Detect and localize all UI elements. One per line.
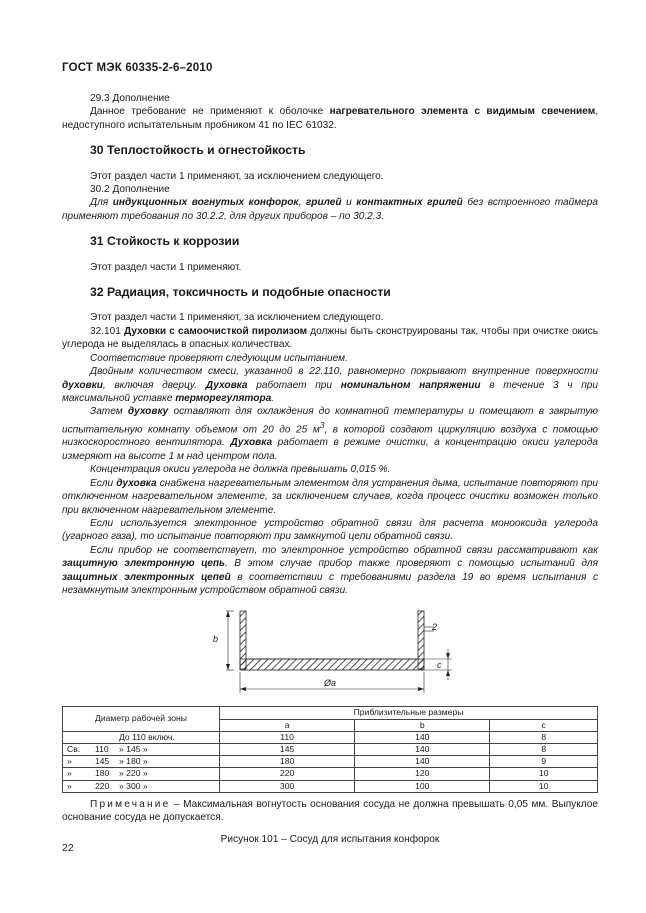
cell-c: 9 [490,756,598,768]
test-smoke-element [62,477,598,517]
label-b: b [213,634,219,645]
text: . [271,392,275,404]
cell-b: 140 [355,743,490,755]
test-non-compliance [62,544,598,598]
text: , в которой создают циркуляцию воздуха с помощью низкоскоростного вентилятора. [62,424,598,449]
cell-diameter [63,731,220,743]
range-prefix: » [67,768,72,779]
test-concentration-limit: Концентрация окиси углерода не должна превышать 0,015 %. [90,464,391,476]
cell-a: 180 [220,756,355,768]
vessel-figure [62,603,598,703]
page-number: 22 [62,842,74,854]
term: духовки [62,379,103,391]
section-30-heading: 30 Теплостойкость и огнестойкость [90,143,306,158]
test-double-mixture [62,365,598,405]
range-to: » 300 » [119,780,148,791]
range-to: » 145 » [119,743,148,754]
cell-a: 110 [220,731,355,743]
cell-a: 220 [220,768,355,780]
cell-c: 10 [490,768,598,780]
cell-c: 10 [490,780,598,792]
section-31-intro: Этот раздел части 1 применяют. [90,261,242,273]
text: Если прибор не соответствует, то электронное устройство обратной связи рассматривают как [90,544,598,556]
table-row [63,780,598,792]
vessel-base [240,659,424,670]
cell-c: 8 [490,743,598,755]
col-a: a [220,719,355,731]
cell-b: 140 [355,756,490,768]
term: контактных грилей [356,197,463,209]
clause-30-2-text [62,196,598,223]
range-from: 145 [95,756,110,767]
term: духовку [127,406,169,418]
clause-30-2-title: 30.2 Дополнение [90,184,170,196]
note-text: – Максимальная вогнутость основания сосуда не должна превышать 0,05 мм. Выпуклое основание сосуда не допускается. [62,798,598,824]
text: оставляют для охлаждения до комнатной температуры и помещают в закрытую испытательную комнату объемом от 20 до 25 м [62,406,598,436]
clause-32-101 [62,325,598,352]
range-prefix: Св. [67,743,81,754]
term: терморегулятора [175,392,272,404]
section-32-heading: 32 Радиация, токсичность и подобные опасности [90,285,391,300]
text: в соответствии с требованиями раздела 19 во время испытания с незамкнутым электронным устройством обратной связи. [62,571,599,596]
page-content [62,92,598,846]
table-row [63,731,598,743]
document-header: ГОСТ МЭК 60335-2-6–2010 [62,62,213,74]
section-31-heading: 31 Стойкость к коррозии [90,234,240,249]
label-2: 2 [432,622,438,633]
text: Двойным количеством смеси, указанной в 22.110, равномерно покрывают внутренние поверхности [90,366,598,378]
range-prefix: » [67,780,72,791]
term: Духовки с самоочисткой пиролизом [124,325,308,337]
col-b: b [355,719,490,731]
term: грилей [305,197,342,209]
test-electronic-feedback: Если используется электронное устройство обратной связи для расчета монооксида углерода (угарного газа), то испытание повторяют при замкнутой цепи обратной связи. [62,517,598,543]
term: защитную электронную цепь [62,558,225,570]
range-to: До 110 включ. [119,731,175,742]
range-to: » 180 » [119,756,148,767]
cell-diameter [63,780,220,792]
cell-b: 120 [355,768,490,780]
compliance-check: Соответствие проверяют следующим испытанием. [90,352,348,364]
term: Духовка [205,379,248,391]
text: без встроенного таймера применяют требования по 30.2.2, для других приборов – по 30.2.3. [62,197,599,222]
col-diameter: Диаметр рабочей зоны [63,707,220,731]
term: Духовка [230,437,273,449]
text: , недоступного испытательным пробником 41 по IEC 61032. [62,106,598,131]
term: номинальном напряжении [340,379,481,391]
cell-diameter [63,768,220,780]
clause-number: 32.101 [90,325,125,337]
note-label: Примечание [90,798,171,810]
text: Данное требование не применяют к оболочке [90,106,330,118]
table-row [63,756,598,768]
cell-diameter [63,743,220,755]
text: работает в режиме очистки, а концентрацию окиси углерода измеряют на высоте 1 м над центром пола. [62,437,598,462]
clause-29-3-title: 29.3 Дополнение [90,93,170,104]
term: индукционных вогнутых конфорок [112,197,299,209]
cell-b: 100 [355,780,490,792]
cell-c: 8 [490,731,598,743]
superscript: 3 [319,419,325,430]
text: снабжена нагревательным элементом для устранения дыма, испытание повторяют при отключенном нагревательном элементе, за исключением случаев, когда процесс очистки возможен только при включенном нагревательном элементе. [62,477,599,516]
dimensions-table [62,706,598,792]
range-from: 110 [95,743,109,754]
test-cooling-room [62,405,598,463]
text: и [341,197,357,209]
cell-b: 140 [355,731,490,743]
text: Затем [90,406,128,418]
text: Если [90,477,117,489]
term: защитных электронных цепей [62,571,231,583]
label-c: c [437,660,442,671]
text: должны быть сконструированы так, чтобы при очистке окись углерода не выделялась в опасных количествах. [62,325,598,351]
text: работает при [247,379,341,391]
label-diameter-a: Øa [324,678,337,689]
cell-diameter [63,756,220,768]
text: . В этом случае прибор также проверяют с помощью испытаний для [225,558,598,570]
range-to: » 220 » [119,768,148,779]
section-30-intro: Этот раздел части 1 применяют, за исключением следующего. [90,170,384,182]
text: Для [90,197,113,209]
term: нагревательного элемента с видимым свечением [329,106,596,118]
term: духовка [116,477,157,489]
col-approx-dims: Приблизительные размеры [220,707,598,719]
range-from: 220 [95,780,110,791]
clause-29-3-text [62,105,598,132]
section-32-intro: Этот раздел части 1 применяют, за исключением следующего. [90,312,384,324]
table-note [62,798,598,825]
figure-caption: Рисунок 101 – Сосуд для испытания конфорок [220,833,440,845]
cell-a: 145 [220,743,355,755]
text: в течение 3 ч при максимальной уставке [62,379,599,404]
range-prefix: » [67,756,72,767]
range-from: 180 [95,768,110,779]
table-row [63,743,598,755]
text: , [298,197,306,209]
cell-a: 300 [220,780,355,792]
table-row [63,768,598,780]
col-c: c [490,719,598,731]
text: , включая дверцу. [102,379,206,391]
table-header-row [63,707,598,719]
